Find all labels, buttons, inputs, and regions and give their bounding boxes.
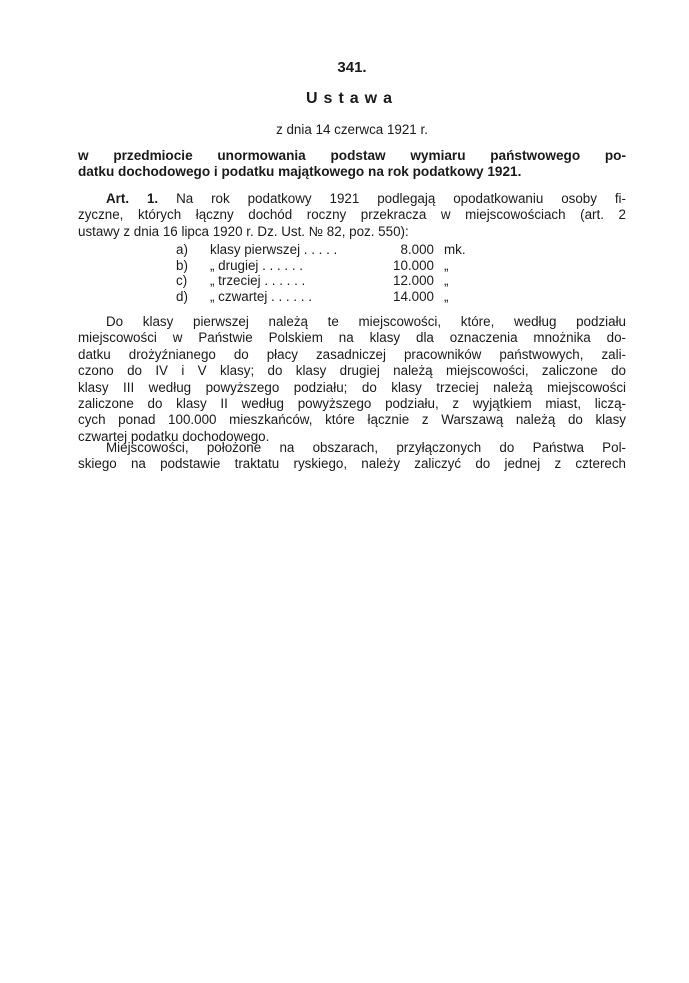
- page-number: 341.: [337, 59, 367, 76]
- article-1-first-line: [78, 191, 626, 207]
- tax-class-letter: c): [176, 273, 188, 289]
- article-1-line: zyczne, których łączny dochód roczny przekracza w miejscowościach (art. 2: [78, 207, 626, 223]
- paragraph-line: cych ponad 100.000 mieszkańców, które łącznie z Warszawą należą do klasy: [78, 412, 626, 428]
- tax-class-unit: „: [444, 288, 449, 304]
- tax-class-amount: 10.000: [393, 257, 434, 273]
- act-subject: [78, 148, 626, 181]
- paragraph-line: czwartej podatku dochodowego.: [78, 428, 270, 444]
- tax-class-amount: 8.000: [400, 242, 434, 257]
- tax-class-list: [176, 242, 536, 304]
- tax-class-row: [176, 242, 536, 258]
- article-1-line: ustawy z dnia 16 lipca 1920 r. Dz. Ust. № 82, poz. 550):: [78, 223, 409, 239]
- paragraph-line: zaliczone do klasy II według powyższego podziału, z wyjątkiem miast, liczą-: [78, 395, 626, 411]
- tax-class-letter: b): [176, 257, 188, 273]
- article-1: [78, 191, 626, 240]
- tax-class-row: [176, 289, 536, 305]
- tax-class-row: [176, 258, 536, 274]
- tax-class-unit: „: [444, 273, 449, 289]
- tax-class-row: [176, 273, 536, 289]
- paragraph-line: datku drożyźnianego do płacy zasadniczej pracowników państwowych, zali-: [78, 346, 626, 362]
- paragraph-line: Miejscowości, położone na obszarach, przyłączonych do Państwa Pol-: [106, 440, 626, 455]
- tax-class-amount: 12.000: [393, 273, 434, 289]
- tax-class-unit: „: [444, 257, 449, 273]
- act-title: Ustawa: [305, 90, 399, 107]
- act-date: z dnia 14 czerwca 1921 r.: [276, 122, 428, 137]
- tax-class-name: klasy pierwszej . . . . .: [210, 242, 338, 257]
- paragraph-line: miejscowości w Państwie Polskiem na klasy dla oznaczenia mnożnika do-: [78, 330, 626, 346]
- tax-class-name: „ drugiej . . . . . .: [210, 257, 304, 273]
- paragraph-line: klasy III według powyższego podziału; do klasy trzeciej należą miejscowości: [78, 379, 626, 395]
- tax-class-amount: 14.000: [393, 288, 434, 304]
- paragraph-2: [78, 314, 626, 445]
- tax-class-name: „ czwartej . . . . . .: [210, 288, 312, 304]
- tax-class-letter: d): [176, 288, 188, 304]
- paragraph-line: skiego na podstawie traktatu ryskiego, należy zaliczyć do jednej z czterech: [78, 456, 626, 472]
- tax-class-letter: a): [176, 242, 188, 257]
- paragraph-3: [78, 440, 626, 473]
- tax-class-unit: mk.: [444, 242, 466, 257]
- article-1-first-line-text: Na rok podatkowy 1921 podlegają opodatkowaniu osoby fi-: [176, 191, 626, 206]
- tax-class-name: „ trzeciej . . . . . .: [210, 273, 306, 289]
- subject-line: datku dochodowego i podatku majątkowego na rok podatkowy 1921.: [78, 164, 522, 180]
- paragraph-line: Do klasy pierwszej należą te miejscowości, które, według podziału: [106, 314, 626, 329]
- article-1-label: Art. 1.: [106, 191, 159, 206]
- subject-line: w przedmiocie unormowania podstaw wymiaru państwowego po-: [78, 148, 626, 163]
- paragraph-line: czono do IV i V klasy; do klasy drugiej należą miejscowości, zaliczone do: [78, 363, 626, 379]
